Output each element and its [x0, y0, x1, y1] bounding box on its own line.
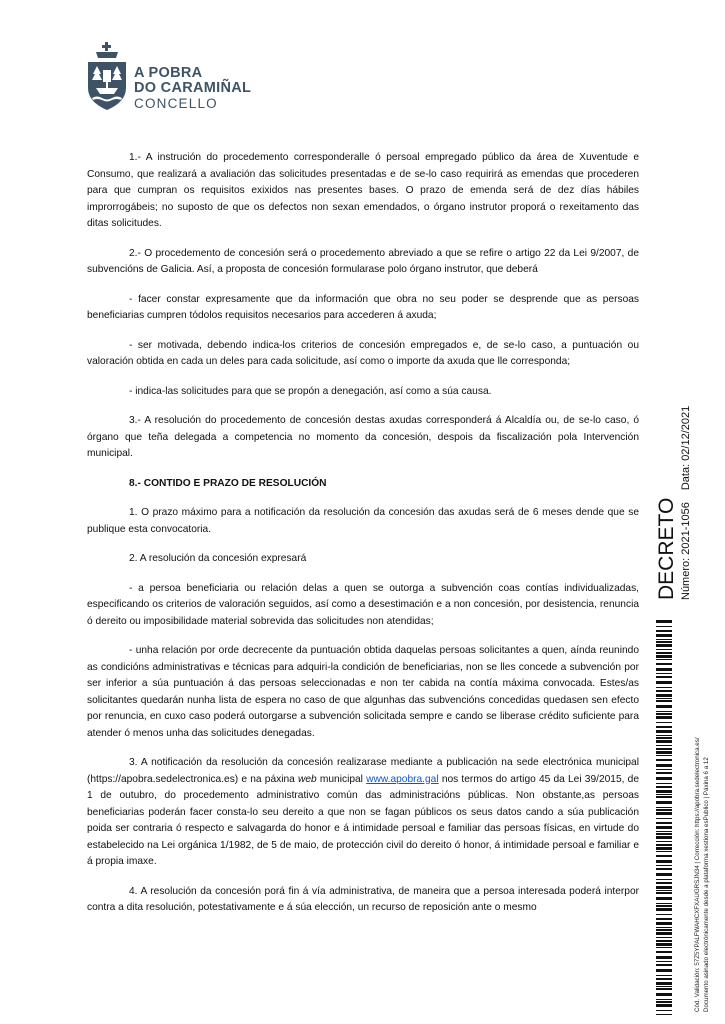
barcode-bar [656, 681, 672, 684]
brand-text [134, 66, 251, 111]
barcode-bar [656, 641, 672, 643]
barcode-bar [656, 673, 672, 674]
barcode-bar [656, 786, 672, 788]
barcode-bar [656, 794, 672, 795]
coat-of-arms-icon [84, 42, 130, 112]
website-link[interactable]: www.apobra.gal [366, 773, 439, 785]
barcode-bar [656, 796, 672, 798]
barcode-bar [656, 659, 672, 660]
barcode-bar [656, 851, 672, 852]
barcode-bar [656, 722, 672, 723]
barcode-bar [656, 892, 672, 894]
barcode-bar [656, 769, 672, 770]
barcode-bar [656, 844, 672, 846]
barcode-bar [656, 777, 672, 780]
barcode-bar [656, 634, 672, 637]
barcode-bar [656, 882, 672, 884]
barcode-bar [656, 908, 672, 911]
barcode-bar [656, 711, 672, 712]
barcode-bar [656, 836, 672, 839]
barcode-bar [656, 751, 672, 754]
barcode-bar [656, 663, 672, 665]
barcode-bar [656, 745, 672, 746]
paragraph-9: - a persoa beneficiaria ou relación delas a quen se outorga a subvención coas contías individualizadas, especificando os criterios de valoración seguidos, así como a desestimación e a non concesión, por desistencia, renuncia ó dereito ou imposibilidade material sobrevida das solicitudes non atendidas; [87, 582, 639, 627]
barcode-bar [656, 1014, 672, 1015]
barcode-bar [656, 873, 672, 876]
barcode-bar [656, 705, 672, 708]
barcode-bar [656, 833, 672, 835]
barcode-bar [656, 847, 672, 850]
barcode-bar [656, 993, 672, 996]
barcode-bar [656, 748, 672, 750]
barcode-bar [656, 961, 672, 962]
barcode-bar [656, 943, 672, 946]
barcode-bar [656, 639, 672, 640]
barcode [656, 620, 672, 1015]
paragraph-11 [87, 755, 639, 871]
barcode-bar [656, 730, 672, 733]
decreto-number: Número: 2021-1056 [680, 502, 692, 600]
barcode-bar [656, 975, 672, 976]
barcode-bar [656, 783, 672, 784]
barcode-bar [656, 951, 672, 953]
paragraph-12: 4. A resolución da concesión porá fin á vía administrativa, de maneira que a persoa interesada poderá interpor contra a dita resolución, potestativamente e á súa elección, un recurso de reposición ante o mesmo [87, 885, 639, 913]
barcode-bar [656, 812, 672, 815]
barcode-bar [656, 822, 672, 824]
barcode-bar [656, 929, 672, 931]
barcode-bar [656, 937, 672, 938]
barcode-bar [656, 865, 672, 866]
barcode-bar [656, 969, 672, 972]
barcode-bar [656, 982, 672, 985]
barcode-bar [656, 668, 672, 671]
barcode-bar [656, 644, 672, 647]
barcode-bar [656, 1004, 672, 1007]
paragraph-3: - facer constar expresamente que da información que obra no seu poder se desprende que as persoas beneficiarias cumpren tódolos requisitos necesarios para accederen á axuda; [87, 293, 639, 321]
barcode-bar [656, 790, 672, 793]
barcode-bar [656, 947, 672, 948]
barcode-bar [656, 772, 672, 774]
barcode-bar [656, 903, 672, 904]
barcode-bar [656, 809, 672, 811]
barcode-bar [656, 726, 672, 728]
barcode-bar [656, 737, 672, 739]
barcode-bar [656, 676, 672, 678]
barcode-bar [656, 986, 672, 987]
barcode-bar [656, 940, 672, 942]
barcode-bar [656, 807, 672, 808]
barcode-bar [656, 956, 672, 959]
barcode-bar [656, 690, 672, 692]
barcode-bar [656, 914, 672, 915]
barcode-bar [656, 655, 672, 658]
paragraph-2: 2.- O procedemento de concesión será o procedemento abreviado a que se refire o artigo 22 da Lei 9/2007, de subvencións de Galicia. Así, a proposta de concesión formularase polo órgano instrutor, que deberá [87, 247, 639, 275]
brand-line-2: DO CARAMIÑAL [134, 80, 252, 96]
barcode-bar [656, 630, 672, 632]
barcode-bar [656, 988, 672, 990]
paragraph-11-part-a: 3. A notificación da resolución da concesión realizarase mediante a publicación na sede electrónica municipal (https://apobra.sedelectronica.es) e na páxina [87, 757, 639, 785]
paragraph-6: 3.- A resolución do procedemento de concesión destas axudas corresponderá á Alcaldía ou, de se-lo caso, ó órgano que teña delegada a competencia no momento da concesión, despois da fiscalización pola Intervención municipal. [87, 415, 639, 459]
barcode-bar [656, 886, 672, 889]
barcode-bar [656, 826, 672, 829]
signature-platform-text: Documento asinado electrónicamente desde a plataforma xestiona esPublico | Páxina 6 a 12 [703, 757, 710, 1012]
barcode-bar [656, 620, 672, 623]
concello-logo [84, 42, 264, 112]
barcode-bar [656, 964, 672, 966]
decreto-date: Data: 02/12/2021 [680, 405, 692, 491]
barcode-bar [656, 759, 672, 761]
paragraph-10: - unha relación por orde decrecente da puntuación obtida daquelas persoas solicitantes a quen, aínda reunindo as condicións administrativas e técnicas para adquiri-la condición de beneficiarias, non se lles concede a subvención por ser inferior a súa puntuación á das persoas seleccionadas e non ter cabida na contía máxima convocada. Estes/as solicitantes quedarán nunha lista de espera no caso de que algunhas das subvencións concedidas quedasen sen efecto por renuncia, en cuxo caso poderá outorgarse a subvención solicitada sempre e cando se liberase crédito suficiente para atender ó menos unha das solicitudes denegadas. [87, 645, 639, 739]
barcode-bar [656, 932, 672, 935]
barcode-bar [656, 740, 672, 743]
barcode-bar [656, 1001, 672, 1003]
barcode-bar [656, 855, 672, 857]
barcode-bar [656, 764, 672, 767]
barcode-bar [656, 897, 672, 900]
barcode-bar [656, 687, 672, 688]
barcode-bar [656, 890, 672, 891]
barcode-bar [656, 694, 672, 697]
section-heading: 8.- CONTIDO E PRAZO DE RESOLUCIÓN [129, 477, 327, 489]
barcode-bar [656, 879, 672, 880]
barcode-bar [656, 626, 672, 627]
barcode-bar [656, 999, 672, 1000]
brand-line-3: CONCELLO [134, 96, 218, 111]
paragraph-11-part-c: nos termos do artigo 45 da Lei 39/2015, de 1 de outubro, do procedemento administrativo común das administracións públicas. Non obstante,as persoas beneficiarias poderán facer consta-lo seu dereito a que non se fagan públicos os seus datos cando a súa publicación poida ser contraria ó respecto e salvagarda do honor e á intimidade persoal e familiar das persoas físicas, en virtude do estabelecido na Lei orgánica 1/1982, de 5 de maio, de protección civil do dereito ó honor, á intimidade persoal e familiar e á propia imaxe. [87, 773, 639, 867]
barcode-bar [656, 905, 672, 907]
barcode-bar [656, 978, 672, 980]
barcode-bar [656, 831, 672, 832]
barcode-bar [656, 927, 672, 928]
brand-line-1: A POBRA [134, 65, 203, 81]
document-body [87, 150, 639, 930]
paragraph-11-part-b: municipal [316, 773, 367, 785]
barcode-bar [656, 801, 672, 804]
barcode-bar [656, 716, 672, 719]
barcode-bar [656, 652, 672, 654]
validation-code-text: Cód. Validación: 57Z5YPALFWAHCXFXAUGRSJN34 | Corrección: https://apobra.sedelectronica.es/ [694, 737, 701, 1012]
barcode-bar [656, 868, 672, 870]
decreto-meta [680, 300, 696, 600]
paragraph-11-web: web [298, 773, 317, 785]
paragraph-1: 1.- A instrución do procedemento corresponderalle ó persoal empregado público da área de Xuventude e Consumo, que realizará a avaliación das solicitudes presentadas e de se-lo caso requirirá as emendas que procederen para que cumpran os requisitos exixidos nas presentes bases. O prazo de emenda será de dez días hábiles improrrogábeis; no suposto de que os defectos non sexan emendados, o órgano instrutor proporá o rexeitamento das ditas solicitudes. [87, 152, 639, 229]
paragraph-4: - ser motivada, debendo indica-los criterios de concesión empregados e, de se-lo caso, a puntuación ou valoración obtida en cada un deles para cada solicitude, así como o importe da axuda que lle corresponda; [87, 339, 639, 367]
barcode-bar [656, 713, 672, 715]
barcode-bar [656, 1010, 672, 1011]
barcode-bar [656, 841, 672, 842]
paragraph-8: 2. A resolución da concesión expresará [129, 553, 307, 564]
barcode-bar [656, 922, 672, 925]
paragraph-7: 1. O prazo máximo para a notificación da resolución da concesión das axudas será de 6 meses dende que se publique esta convocatoria. [87, 507, 639, 535]
barcode-bar [656, 735, 672, 736]
barcode-bar [656, 755, 672, 756]
decreto-stamp: DECRETO [655, 497, 678, 600]
barcode-bar [656, 818, 672, 819]
paragraph-5: - indica-las solicitudes para que se propón a denegación, así como a súa causa. [129, 385, 492, 397]
barcode-bar [656, 700, 672, 702]
barcode-bar [656, 698, 672, 699]
barcode-bar [656, 860, 672, 863]
barcode-bar [656, 918, 672, 920]
barcode-bar [656, 649, 672, 650]
